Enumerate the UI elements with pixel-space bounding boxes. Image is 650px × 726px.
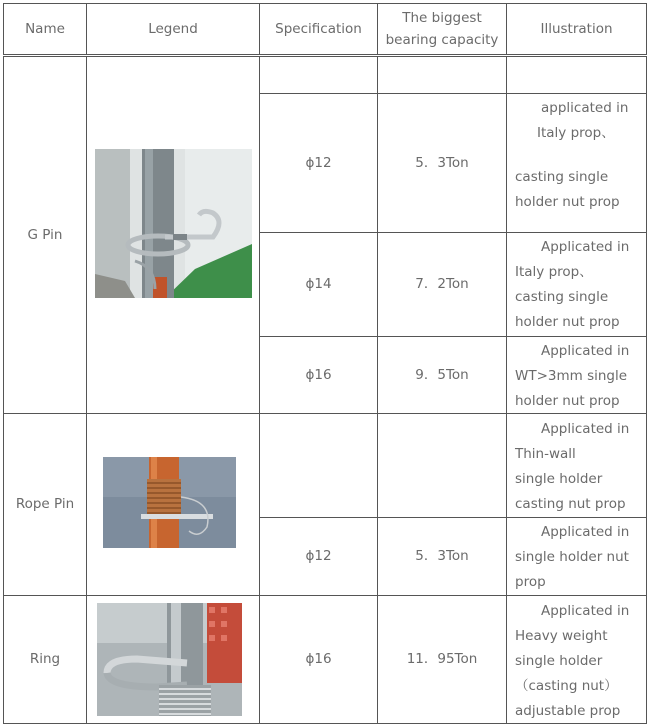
illustration-line: Applicated in: [541, 239, 630, 255]
illustration-line: applicated in: [541, 100, 629, 116]
capacity-cell: 7．2Ton: [377, 232, 507, 337]
illustration-line: single holder: [515, 653, 603, 669]
header-capacity-line2: bearing capacity: [385, 32, 499, 48]
illustration-cell: [506, 56, 647, 94]
illustration-line: holder nut prop: [515, 393, 620, 409]
illustration-line: （casting nut）: [515, 678, 618, 694]
header-name: Name: [3, 3, 87, 55]
spec-cell: ϕ12: [259, 93, 378, 233]
illustration-line: Heavy weight: [515, 628, 608, 644]
illustration-line: single holder: [515, 471, 603, 487]
illustration-cell: [506, 413, 647, 518]
illustration-line: Applicated in: [541, 421, 630, 437]
header-specification: Specification: [259, 3, 378, 55]
spec-cell: [259, 56, 378, 94]
header-legend: Legend: [86, 3, 260, 55]
header-capacity: [377, 3, 507, 55]
illustration-line: Italy prop、: [537, 125, 615, 141]
header-capacity-line1: The biggest: [402, 10, 482, 26]
capacity-cell: [377, 56, 507, 94]
illustration-line: WT>3mm single: [515, 368, 628, 384]
group-name-ring: Ring: [3, 595, 87, 724]
illustration-line: casting single: [515, 289, 609, 305]
illustration-line: Applicated in: [541, 343, 630, 359]
illustration-line: Thin-wall: [515, 446, 576, 462]
g-pin-photo: [95, 149, 252, 298]
illustration-line: holder nut prop: [515, 194, 620, 210]
spec-cell: ϕ16: [259, 595, 378, 724]
capacity-cell: 11．95Ton: [377, 595, 507, 724]
group-name-g-pin: G Pin: [3, 56, 87, 414]
spec-cell: ϕ14: [259, 232, 378, 337]
illustration-line: casting single: [515, 169, 609, 185]
group-name-rope-pin: Rope Pin: [3, 413, 87, 596]
illustration-cell: [506, 93, 647, 233]
capacity-cell: 9．5Ton: [377, 336, 507, 414]
illustration-line: [515, 146, 646, 165]
illustration-cell: [506, 232, 647, 337]
spec-cell: [259, 413, 378, 518]
illustration-line: holder nut prop: [515, 314, 620, 330]
illustration-cell: [506, 517, 647, 596]
header-illustration: Illustration: [506, 3, 647, 55]
capacity-cell: 5．3Ton: [377, 517, 507, 596]
capacity-cell: [377, 413, 507, 518]
capacity-cell: 5．3Ton: [377, 93, 507, 233]
illustration-line: casting nut prop: [515, 496, 626, 512]
illustration-cell: [506, 595, 647, 724]
spec-cell: ϕ12: [259, 517, 378, 596]
illustration-line: prop: [515, 574, 546, 590]
illustration-line: Italy prop、: [515, 264, 593, 280]
illustration-line: Applicated in: [541, 603, 630, 619]
illustration-cell: [506, 336, 647, 414]
illustration-line: Applicated in: [541, 524, 630, 540]
ring-photo: [97, 603, 242, 716]
rope-pin-photo: [103, 457, 236, 548]
illustration-line: single holder nut: [515, 549, 629, 565]
illustration-line: adjustable prop: [515, 703, 621, 719]
spec-cell: ϕ16: [259, 336, 378, 414]
